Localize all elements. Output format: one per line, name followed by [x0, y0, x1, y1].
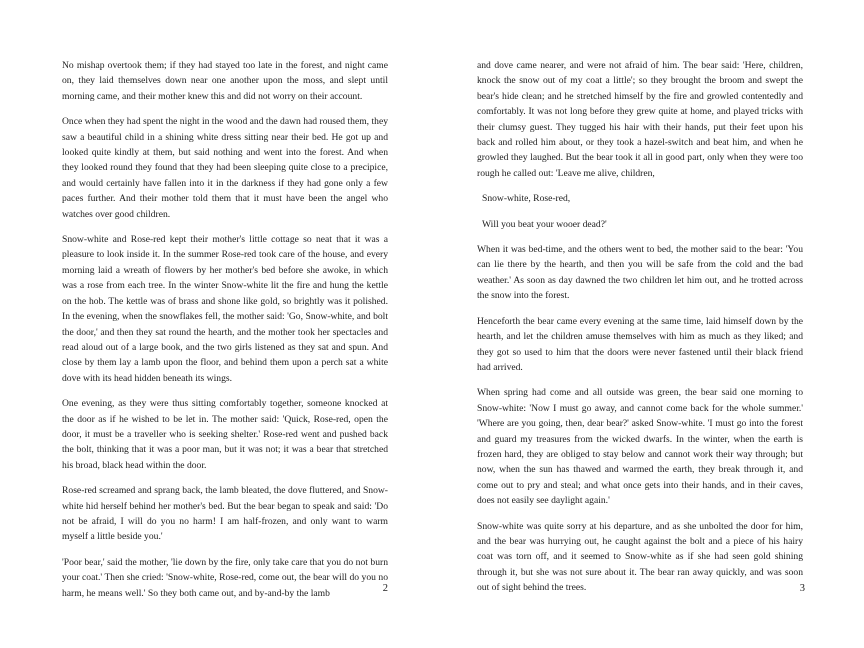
paragraph: Snow-white and Rose-red kept their mother's little cottage so neat that it was a pleasure to look inside it. In the summer Rose-red took care of the house, and every morning laid a wreath of flowers by her mother's bed before she awoke, in which was a rose from each tree. In the winter Snow-white lit the fire and hung the kettle on the hob. The kettle was of brass and shone like gold, so brightly was it polished. In the evening, when the snowflakes fell, the mother said: 'Go, Snow-white, and bolt the door,' and then they sat round the hearth, and the mother took her spectacles and read aloud out of a large book, and the two girls listened as they sat and spun. And close by them lay a lamb upon the floor, and behind them upon a perch sat a white dove with its head hidden beneath its wings. — [62, 234, 388, 384]
left-page — [62, 0, 388, 648]
page-number: 2 — [382, 583, 388, 594]
paragraph: One evening, as they were thus sitting comfortably together, someone knocked at the door as if he wished to be let in. The mother said: 'Quick, Rose-red, open the door, it must be a traveller who is seeking shelter.' Rose-red went and pushed back the bolt, thinking that it was a poor man, but it was not; it was a bear that stretched his broad, black head within the door. — [62, 398, 388, 471]
paragraph: 'Poor bear,' said the mother, 'lie down by the fire, only take care that you do not burn your coat.' Then she cried: 'Snow-white, Rose-red, come out, the bear will do you no harm, he means well.' So they both came out, and by-and-by the lamb — [62, 556, 388, 599]
verse-line: Will you beat your wooer dead?' — [482, 218, 607, 230]
paragraph: Once when they had spent the night in the wood and the dawn had roused them, they saw a beautiful child in a shining white dress sitting near their bed. He got up and looked quite kindly at them, but said nothing and went into the forest. And when they looked round they found that they had been sleeping quite close to a precipice, and would certainly have fallen into it in the darkness if they had gone only a few paces further. And their mother told them that it must have been the angel who watches over good children. — [62, 116, 388, 220]
paragraph: No mishap overtook them; if they had stayed too late in the forest, and night came on, they laid themselves down near one another upon the moss, and slept until morning came, and their mother knew this and did not worry on their account. — [62, 60, 388, 102]
right-page — [477, 0, 803, 648]
page-number: 3 — [799, 583, 805, 594]
paragraph: Rose-red screamed and sprang back, the lamb bleated, the dove fluttered, and Snow-white hid herself behind her mother's bed. But the bear began to speak and said: 'Do not be afraid, I will do you no harm! I am half-frozen, and only want to warm myself a little beside you.' — [62, 485, 388, 543]
paragraph: Snow-white was quite sorry at his departure, and as she unbolted the door for him, and the bear was hurrying out, he caught against the bolt and a piece of his hairy coat was torn off, and it seemed to Snow-white as if she had seen gold shining through it, but she was not sure about it. The bear ran away quickly, and was soon out of sight behind the trees. — [477, 520, 803, 594]
paragraph: Henceforth the bear came every evening at the same time, laid himself down by the hearth, and let the children amuse themselves with him as much as they liked; and they got so used to him that the doors were never fastened until their black friend had arrived. — [477, 315, 803, 373]
verse-line: Snow-white, Rose-red, — [482, 193, 571, 205]
paragraph: When spring had come and all outside was green, the bear said one morning to Snow-white: 'Now I must go away, and cannot come back for the whole summer.' 'Where are you going, then, dear bear?' asked Snow-white. 'I must go into the forest and guard my treasures from the wicked dwarfs. In the winter, when the earth is frozen hard, they are obliged to stay below and cannot work their way through; but now, when the sun has thawed and warmed the earth, they break through it, and come out to pry and steal; and what once gets into their hands, and in their caves, does not easily see daylight again.' — [477, 387, 803, 507]
right-page-text — [477, 58, 803, 606]
left-page-text — [62, 58, 388, 611]
paragraph: When it was bed-time, and the others went to bed, the mother said to the bear: 'You can lie there by the hearth, and then you will be safe from the cold and the bad weather.' As soon as day dawned the two children let him out, and he trotted across the snow into the forest. — [477, 244, 803, 302]
paragraph: and dove came nearer, and were not afraid of him. The bear said: 'Here, children, knock the snow out of my coat a little'; so they brought the broom and swept the bear's hide clean; and he stretched himself by the fire and growled contentedly and comfortably. It was not long before they grew quite at home, and played tricks with their clumsy guest. They tugged his hair with their hands, put their feet upon his back and rolled him about, or they took a hazel-switch and beat him, and when he growled they laughed. But the bear took it all in good part, only when they were too rough he called out: 'Leave me alive, children, — [477, 60, 803, 179]
